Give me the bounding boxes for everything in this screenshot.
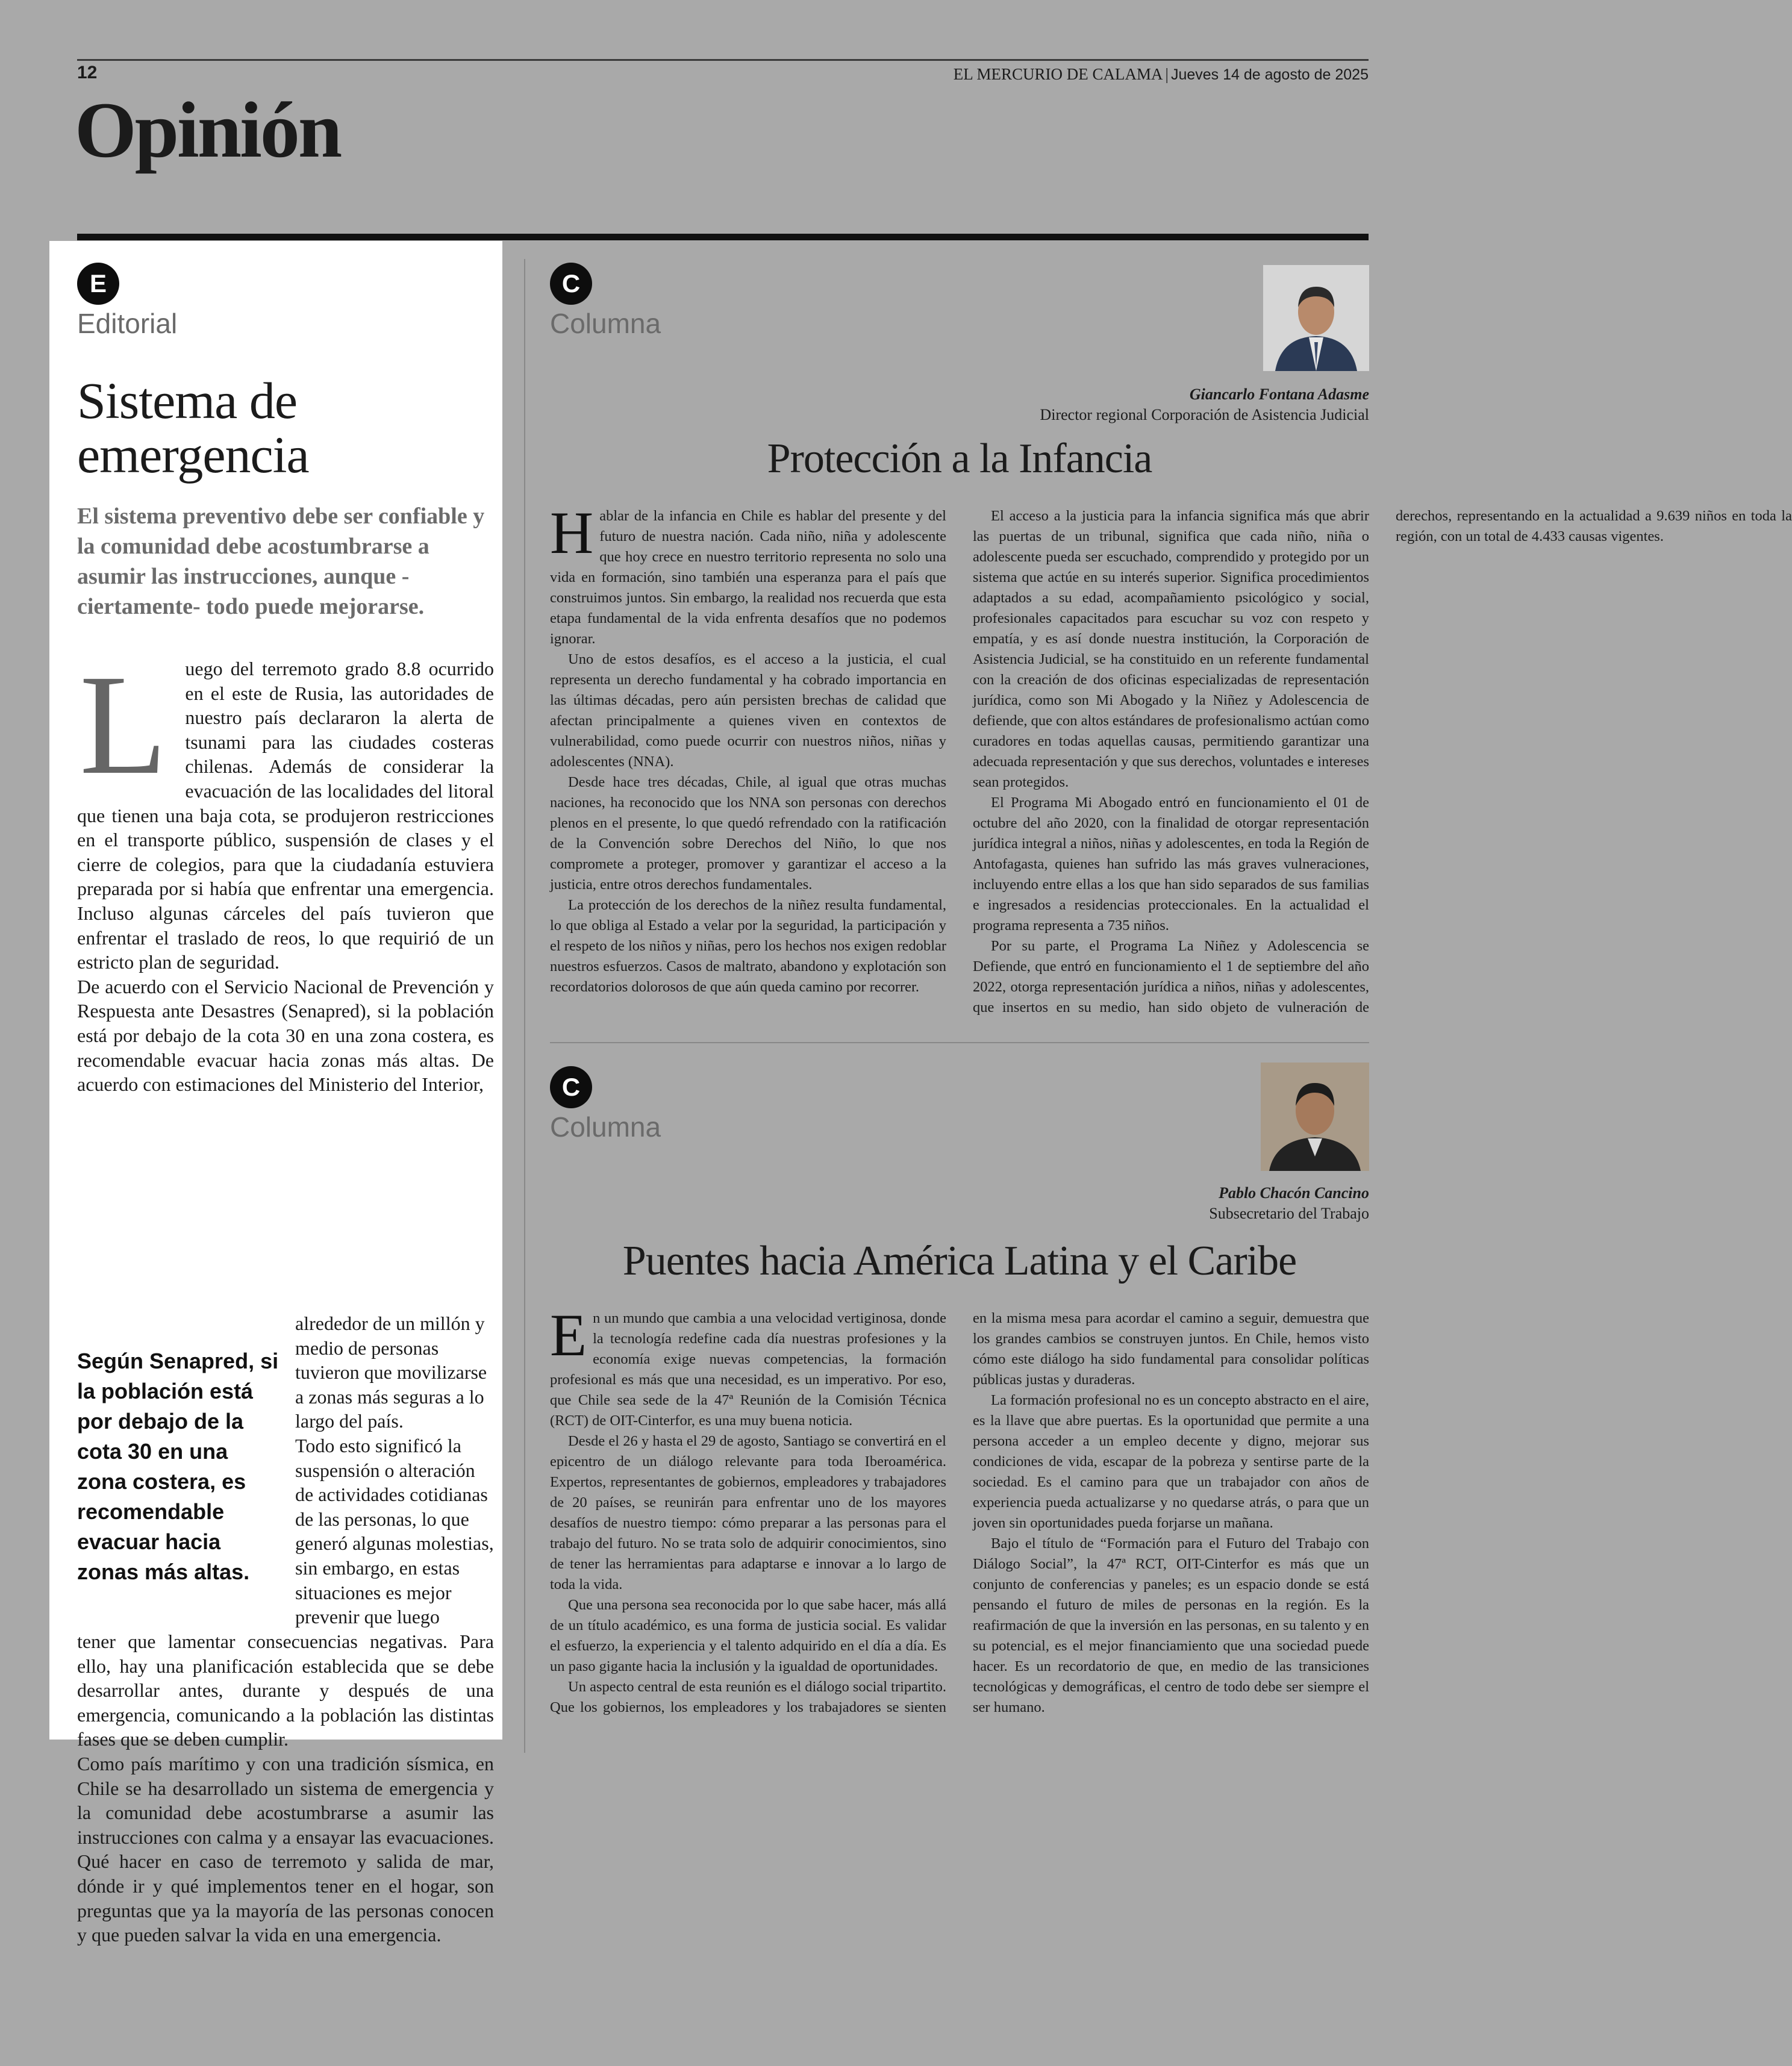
column-bridges	[550, 1048, 1369, 1747]
section-title: Opinión	[75, 86, 341, 174]
editorial-paragraph: Como país marítimo y con una tradición sísmica, en Chile se ha desarrollado un sistema de emergencia y la comunidad debe acostumbrarse a asumir las instrucciones con calma y a ensayar las evacuaciones. Qué hacer en caso de terremoto y salida de mar, dónde ir y qué implementos tener en el hogar, son preguntas que ya la mayoría de las personas conocen y que pueden salvar la vida en una emergencia.	[77, 1752, 494, 1946]
author-portrait-icon	[1263, 265, 1369, 371]
editorial-paragraph: tener que lamentar consecuencias negativas. Para ello, hay una planificación establecida que se debe desarrollar antes, durante y después de una emergencia, comunicando a la población las distintas fases que se deben cumplir.	[77, 1631, 494, 1750]
column-paragraph: El acceso a la justicia para la infancia significa más que abrir las puertas de un tribunal, significa que cada niño, niña o adolescente pueda ser escuchado, comprendido y protegido por un sistema que actúe en su interés superior. Significa procedimientos adaptados a su edad, acompañamiento psicológico y social, profesionales capacitados para escuchar su voz con respeto y empatía, y es así donde nuestra institución, la Corporación de Asistencia Judicial, se ha constituido en un referente fundamental con la creación de dos oficinas especializadas de representación jurídica, como son Mi Abogado y la Niñez y Adolescencia de defiende, que con altos estándares de profesionalismo actúan como curadores en todas aquellas causas, permitiendo garantizar una adecuada representación y que sus derechos, voluntades e intereses sean protegidos.	[973, 508, 1369, 790]
column-divider	[524, 259, 525, 1753]
author-photo	[1263, 265, 1369, 371]
editorial-kicker: Editorial	[77, 308, 178, 339]
column-badge: C	[550, 263, 592, 305]
column-paragraph: Que una persona sea reconocida por lo que sabe hacer, más allá de un título académico, es una forma de justicia social. Es validar el esfuerzo, la experiencia y el talento adquirido en el día a día. Es un paso gigante hacia la inclusión y la igualdad de oportunidades.	[550, 1597, 946, 1674]
column-paragraph: ablar de la infancia en Chile es hablar del presente y del futuro de nuestra nación. Cada niño, niña y adolescente que hoy crece en nuestro territorio representa no solo una vida en formación, sino también una esperanza para el país que construimos juntos. Sin embargo, la realidad nos recuerda que esta etapa fundamental de la vida enfrenta desafíos que no podemos ignorar.	[550, 508, 946, 647]
editorial-lead: El sistema preventivo debe ser confiable y la comunidad debe acostumbrarse a asumir las instrucciones, aunque - ciertamente- todo puede mejorarse.	[77, 504, 485, 619]
column-paragraph: Bajo el título de “Formación para el Futuro del Trabajo con Diálogo Social”, la 47ª RCT, OIT-Cinterfor es más que un conjunto de conferencias y paneles; es un espacio donde se está pensando el futuro de miles de personas en la región. Es la reafirmación de que la inversión en las personas, en su talento y en su potencial, es el mejor financiamiento que una sociedad puede hacer. Es un recordatorio de que, en medio de las transiciones tecnológicas y demográficas, el centro de todo debe ser siempre el ser humano.	[973, 1535, 1369, 1715]
page-number: 12	[77, 63, 98, 83]
column-dropcap: E	[550, 1302, 587, 1368]
top-rule	[77, 59, 1369, 61]
newspaper-name: EL MERCURIO DE CALAMA	[953, 65, 1163, 83]
column-paragraph: Por su parte, el Programa La Niñez y Adolescencia se Defiende, que entró en funcionamiento el 1 de septiembre del año 2022, otorga representación jurídica a niños, niñas y adolescentes, que insertos en su medio, han sido objeto de vulneración de derechos, representando en la actualidad a 9.639 niños en toda la región, con un total de 4.433 causas vigentes.	[973, 508, 1792, 1016]
column-paragraph: La protección de los derechos de la niñez resulta fundamental, lo que obliga al Estado a velar por la seguridad, la participación y el respeto de los niños y niñas, pero los hechos nos exigen redoblar nuestros esfuerzos. Casos de maltrato, abandono y explotación son recordatorios dolorosos de que aún queda camino por recorrer.	[550, 897, 946, 995]
column-protection	[550, 241, 1792, 1036]
editorial-panel	[49, 241, 502, 1946]
editorial-body-bottom	[77, 1629, 494, 1947]
column-text	[550, 499, 1792, 1036]
column-paragraph: Uno de estos desafíos, es el acceso a la justicia, el cual representa un derecho fundamental y ha cobrado importancia en las últimas décadas, pero aún persisten brechas de calidad que afectan principalmente a quienes viven en contextos de vulnerabilidad, como puede ocurrir con nuestros niños, niñas y adolescentes (NNA).	[550, 651, 946, 770]
editorial-title: Sistema de emergencia	[77, 372, 309, 484]
author-portrait-icon	[1261, 1063, 1369, 1171]
column-kicker: Columna	[550, 308, 661, 339]
column-title: Puentes hacia América Latina y el Caribe	[622, 1238, 1297, 1284]
editorial-paragraph: De acuerdo con el Servicio Nacional de Prevención y Respuesta ante Desastres (Senapred), si la población está por debajo de la cota 30 en una zona costera, es recomendable evacuar hacia zonas más altas. De acuerdo con estimaciones del Ministerio del Interior,	[77, 975, 494, 1096]
column-separator	[550, 1042, 1369, 1043]
column-paragraph: La formación profesional no es un concepto abstracto en el aire, es la llave que abre puertas. Es la oportunidad que permite a una persona acceder a un empleo decente y digno, mejorar sus condiciones de vida, escapar de la pobreza y sentirse parte de la sociedad. Es el camino para que un trabajador con años de experiencia pueda actualizarse y no quedarse atrás, o para que un joven sin oportunidades pueda forjarse un mañana.	[973, 1392, 1369, 1531]
author-name: Pablo Chacón Cancino	[1219, 1184, 1369, 1202]
column-paragraph: n un mundo que cambia a una velocidad vertiginosa, donde la tecnología redefine cada día nuestras profesiones y la economía exige nuevas competencias, la formación profesional es más que una necesidad, es un imperativo. Por eso, que Chile sea sede de la 47ª Reunión de la Comisión Técnica (RCT) de OIT-Cinterfor, es una muy buena noticia.	[550, 1310, 946, 1429]
author-role: Director regional Corporación de Asistencia Judicial	[1040, 406, 1369, 423]
column-dropcap: H	[550, 499, 594, 566]
editorial-dropcap: L	[80, 646, 167, 804]
column-paragraph: El Programa Mi Abogado entró en funcionamiento el 01 de octubre del año 2020, con la finalidad de otorgar representación jurídica integral a niños, niñas y adolescentes, en toda la Región de Antofagasta, quienes han sufrido las más graves vulneraciones, incluyendo entre ellas a los que han sido separados de sus familias e ingresados a residencias proteccionales. En la actualidad el programa representa a 735 niños.	[973, 794, 1369, 934]
column-kicker: Columna	[550, 1111, 661, 1143]
editorial-body-top	[77, 646, 494, 1097]
column-badge: C	[550, 1066, 592, 1108]
column-text	[550, 1302, 1369, 1718]
issue-date: Jueves 14 de agosto de 2025	[1170, 66, 1369, 83]
column-paragraph: Un aspecto central de esta reunión es el diálogo social tripartito. Que los gobiernos, los empleadores y los trabajadores se sienten en la misma mesa para acordar el camino a seguir, demuestra que los grandes cambios se construyen juntos. En Chile, hemos visto cómo este diálogo ha sido fundamental para consolidar políticas públicas justas y duraderas.	[550, 1310, 1369, 1715]
editorial-badge: E	[77, 263, 119, 305]
masthead-separator: |	[1165, 65, 1169, 83]
editorial-body-narrow	[295, 1311, 494, 1629]
column-paragraph: Desde hace tres décadas, Chile, al igual que otras muchas naciones, ha reconocido que los NNA son personas con derechos plenos en el presente, lo que quedó refrendado con la ratificación de la Convención sobre Derechos del Niño, lo que nos compromete a proteger, promover y garantizar el acceso a la justicia, entre otros derechos fundamentales.	[550, 774, 946, 893]
author-name: Giancarlo Fontana Adasme	[1189, 385, 1369, 403]
editorial-paragraph: uego del terremoto grado 8.8 ocurrido en el este de Rusia, las autoridades de nuestro país declararon la alerta de tsunami para las ciudades costeras chilenas. Además de considerar la evacuación de las localidades del litoral que tienen una baja cota, se produjeron restricciones en el transporte público, suspensión de clases y el cierre de colegios, para que la ciudadanía estuviera preparada por si había que enfrentar una emergencia. Incluso algunas cárceles del país tuvieron que enfrentar el traslado de reos, lo que requirió de un estricto plan de seguridad.	[77, 658, 494, 973]
column-title: Protección a la Infancia	[767, 435, 1152, 482]
section-rule	[77, 234, 1369, 240]
author-photo	[1261, 1063, 1369, 1171]
column-paragraph: Desde el 26 y hasta el 29 de agosto, Santiago se convertirá en el epicentro de un diálogo relevante para toda Iberoamérica. Expertos, representantes de gobiernos, empleadores y trabajadores de 20 países, se reunirán para enfrentar uno de los mayores desafíos de nuestro tiempo: cómo preparar a las personas para el trabajo del futuro. No se trata solo de adquirir conocimientos, sino de tener las herramientas para adaptarse e innovar a lo largo de toda la vida.	[550, 1433, 946, 1593]
editorial-paragraph: alrededor de un millón y medio de personas tuvieron que movilizarse a zonas más seguras a lo largo del país.	[295, 1312, 487, 1432]
author-role: Subsecretario del Trabajo	[1209, 1205, 1369, 1222]
masthead	[954, 65, 1369, 84]
editorial-paragraph: Todo esto significó la suspensión o alteración de actividades cotidianas de las personas, lo que generó algunas molestias, sin embargo, en estas situaciones es mejor prevenir que luego	[295, 1434, 494, 1628]
editorial-pullquote: Según Senapred, si la población está por debajo de la cota 30 en una zona costera, es recomendable evacuar hacia zonas más altas.	[77, 1349, 279, 1584]
